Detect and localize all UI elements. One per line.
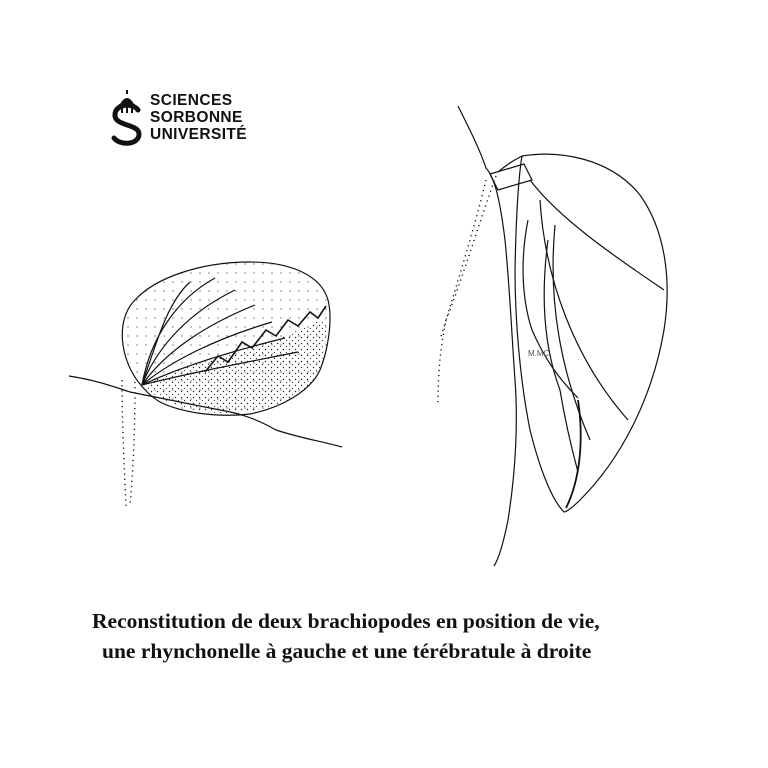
logo-line-2: SORBONNE	[150, 108, 243, 126]
terebratule-drawing	[438, 106, 667, 566]
rhynchonelle-drawing	[69, 262, 342, 508]
caption-line-2: une rhynchonelle à gauche et une térébratule à droite	[102, 639, 592, 663]
caption	[0, 606, 768, 666]
logo-line-1: SCIENCES	[150, 91, 233, 109]
logo-line-3: UNIVERSITÉ	[150, 125, 248, 143]
caption-line-1: Reconstitution de deux brachiopodes en position de vie,	[92, 609, 600, 633]
artist-signature: M.MC	[528, 349, 550, 358]
